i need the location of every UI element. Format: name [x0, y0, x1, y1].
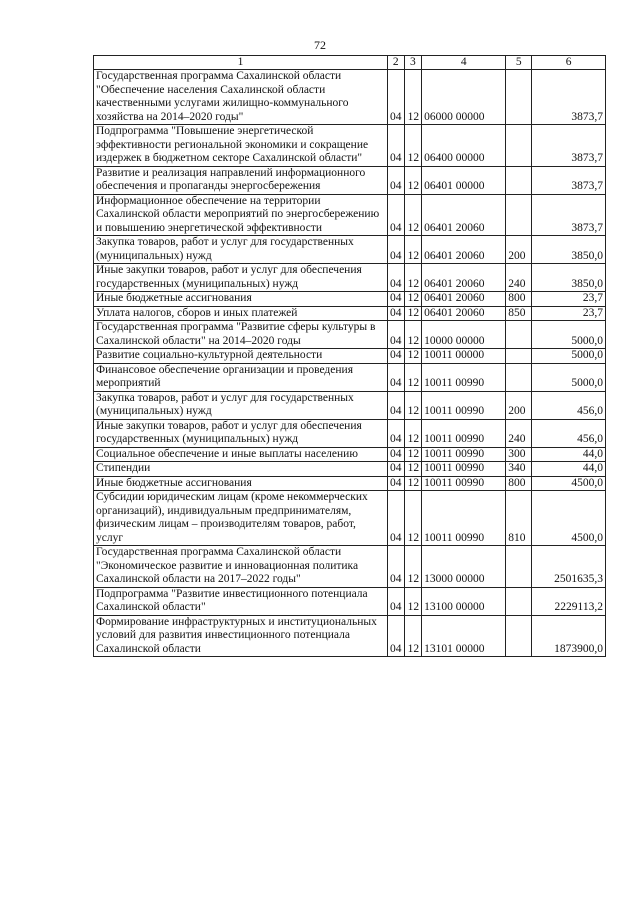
- row-amount-cell: 3850,0: [532, 236, 606, 264]
- row-section-cell: 04: [387, 391, 404, 419]
- table-row: [94, 70, 606, 125]
- table-row: [94, 462, 606, 477]
- header-col-6: 6: [532, 56, 606, 70]
- row-expense-type-cell: [506, 587, 532, 615]
- row-expense-type-cell: 300: [506, 447, 532, 462]
- row-amount-cell: 44,0: [532, 462, 606, 477]
- row-amount-cell: 3873,7: [532, 125, 606, 167]
- table-row: [94, 349, 606, 364]
- row-name-cell: Государственная программа "Развитие сферы культуры в Сахалинской области" на 2014–2020 годы: [94, 321, 388, 349]
- row-amount-cell: 5000,0: [532, 363, 606, 391]
- row-name-cell: Формирование инфраструктурных и институциональных условий для развития инвестиционного потенциала Сахалинской области: [94, 615, 388, 657]
- row-target-code-cell: 13101 00000: [422, 615, 506, 657]
- row-section-cell: 04: [387, 615, 404, 657]
- row-amount-cell: 3873,7: [532, 166, 606, 194]
- row-subsection-cell: 12: [404, 264, 422, 292]
- row-section-cell: 04: [387, 462, 404, 477]
- row-target-code-cell: 10011 00990: [422, 476, 506, 491]
- table-row: [94, 476, 606, 491]
- row-subsection-cell: 12: [404, 194, 422, 236]
- row-target-code-cell: 06401 00000: [422, 166, 506, 194]
- row-subsection-cell: 12: [404, 306, 422, 321]
- row-target-code-cell: 06401 20060: [422, 264, 506, 292]
- row-name-cell: Уплата налогов, сборов и иных платежей: [94, 306, 388, 321]
- row-amount-cell: 4500,0: [532, 491, 606, 546]
- row-expense-type-cell: [506, 363, 532, 391]
- row-section-cell: 04: [387, 292, 404, 307]
- row-subsection-cell: 12: [404, 292, 422, 307]
- row-name-cell: Информационное обеспечение на территории Сахалинской области мероприятий по энергосбережению и повышению энергетической эффективности: [94, 194, 388, 236]
- row-subsection-cell: 12: [404, 419, 422, 447]
- row-expense-type-cell: 800: [506, 476, 532, 491]
- row-name-cell: Субсидии юридическим лицам (кроме некоммерческих организаций), индивидуальным предпринимателям, физическим лицам – производителям товаров, работ, услуг: [94, 491, 388, 546]
- header-col-2: 2: [387, 56, 404, 70]
- table-row: [94, 491, 606, 546]
- row-section-cell: 04: [387, 349, 404, 364]
- row-expense-type-cell: 800: [506, 292, 532, 307]
- row-subsection-cell: 12: [404, 491, 422, 546]
- row-name-cell: Социальное обеспечение и иные выплаты населению: [94, 447, 388, 462]
- row-name-cell: Стипендии: [94, 462, 388, 477]
- row-target-code-cell: 10000 00000: [422, 321, 506, 349]
- row-section-cell: 04: [387, 546, 404, 588]
- row-section-cell: 04: [387, 476, 404, 491]
- row-amount-cell: 5000,0: [532, 321, 606, 349]
- table-row: [94, 419, 606, 447]
- row-target-code-cell: 10011 00990: [422, 391, 506, 419]
- row-subsection-cell: 12: [404, 166, 422, 194]
- row-subsection-cell: 12: [404, 391, 422, 419]
- row-name-cell: Иные бюджетные ассигнования: [94, 476, 388, 491]
- row-expense-type-cell: [506, 166, 532, 194]
- row-expense-type-cell: 240: [506, 419, 532, 447]
- row-name-cell: Иные закупки товаров, работ и услуг для обеспечения государственных (муниципальных) нужд: [94, 419, 388, 447]
- row-name-cell: Иные бюджетные ассигнования: [94, 292, 388, 307]
- row-subsection-cell: 12: [404, 363, 422, 391]
- row-section-cell: 04: [387, 264, 404, 292]
- row-section-cell: 04: [387, 236, 404, 264]
- row-target-code-cell: 06401 20060: [422, 292, 506, 307]
- row-subsection-cell: 12: [404, 349, 422, 364]
- row-expense-type-cell: [506, 546, 532, 588]
- table-row: [94, 391, 606, 419]
- row-name-cell: Финансовое обеспечение организации и проведения мероприятий: [94, 363, 388, 391]
- row-section-cell: 04: [387, 447, 404, 462]
- row-section-cell: 04: [387, 70, 404, 125]
- row-expense-type-cell: 200: [506, 391, 532, 419]
- row-name-cell: Развитие и реализация направлений информационного обеспечения и пропаганды энергосбережения: [94, 166, 388, 194]
- header-col-1: 1: [94, 56, 388, 70]
- row-target-code-cell: 06400 00000: [422, 125, 506, 167]
- table-row: [94, 264, 606, 292]
- row-target-code-cell: 06401 20060: [422, 306, 506, 321]
- row-subsection-cell: 12: [404, 236, 422, 264]
- header-col-4: 4: [422, 56, 506, 70]
- row-subsection-cell: 12: [404, 462, 422, 477]
- row-name-cell: Государственная программа Сахалинской области "Экономическое развитие и инновационная политика Сахалинской области на 2017–2022 годы": [94, 546, 388, 588]
- table-row: [94, 166, 606, 194]
- table-row: [94, 306, 606, 321]
- header-col-3: 3: [404, 56, 422, 70]
- table-row: [94, 447, 606, 462]
- row-amount-cell: 5000,0: [532, 349, 606, 364]
- row-section-cell: 04: [387, 166, 404, 194]
- row-amount-cell: 44,0: [532, 447, 606, 462]
- row-name-cell: Государственная программа Сахалинской области "Обеспечение населения Сахалинской области качественными услугами жилищно-коммунального хозяйства на 2014–2020 годы": [94, 70, 388, 125]
- row-section-cell: 04: [387, 125, 404, 167]
- row-target-code-cell: 10011 00990: [422, 447, 506, 462]
- table-row: [94, 363, 606, 391]
- row-subsection-cell: 12: [404, 615, 422, 657]
- row-name-cell: Иные закупки товаров, работ и услуг для обеспечения государственных (муниципальных) нужд: [94, 264, 388, 292]
- row-target-code-cell: 13100 00000: [422, 587, 506, 615]
- row-section-cell: 04: [387, 194, 404, 236]
- row-expense-type-cell: 240: [506, 264, 532, 292]
- row-subsection-cell: 12: [404, 476, 422, 491]
- row-section-cell: 04: [387, 491, 404, 546]
- row-expense-type-cell: [506, 321, 532, 349]
- row-amount-cell: 456,0: [532, 419, 606, 447]
- table-row: [94, 321, 606, 349]
- row-subsection-cell: 12: [404, 587, 422, 615]
- row-section-cell: 04: [387, 363, 404, 391]
- table-header-row: [94, 56, 606, 70]
- row-target-code-cell: 06401 20060: [422, 194, 506, 236]
- row-target-code-cell: 13000 00000: [422, 546, 506, 588]
- table-row: [94, 194, 606, 236]
- row-amount-cell: 4500,0: [532, 476, 606, 491]
- row-subsection-cell: 12: [404, 125, 422, 167]
- row-section-cell: 04: [387, 321, 404, 349]
- page-number: 72: [314, 38, 326, 52]
- row-target-code-cell: 10011 00990: [422, 419, 506, 447]
- header-col-5: 5: [506, 56, 532, 70]
- row-target-code-cell: 10011 00990: [422, 363, 506, 391]
- table-row: [94, 125, 606, 167]
- row-expense-type-cell: 810: [506, 491, 532, 546]
- row-target-code-cell: 10011 00000: [422, 349, 506, 364]
- row-name-cell: Подпрограмма "Повышение энергетической эффективности региональной экономики и сокращение издержек в бюджетном секторе Сахалинской области": [94, 125, 388, 167]
- row-section-cell: 04: [387, 306, 404, 321]
- row-target-code-cell: 10011 00990: [422, 491, 506, 546]
- row-section-cell: 04: [387, 419, 404, 447]
- row-expense-type-cell: [506, 125, 532, 167]
- row-target-code-cell: 10011 00990: [422, 462, 506, 477]
- row-expense-type-cell: [506, 615, 532, 657]
- row-amount-cell: 3873,7: [532, 194, 606, 236]
- row-expense-type-cell: [506, 70, 532, 125]
- row-expense-type-cell: [506, 349, 532, 364]
- row-target-code-cell: 06000 00000: [422, 70, 506, 125]
- row-subsection-cell: 12: [404, 447, 422, 462]
- row-amount-cell: 23,7: [532, 306, 606, 321]
- table-row: [94, 236, 606, 264]
- table-row: [94, 615, 606, 657]
- row-amount-cell: 1873900,0: [532, 615, 606, 657]
- row-name-cell: Развитие социально-культурной деятельности: [94, 349, 388, 364]
- row-subsection-cell: 12: [404, 70, 422, 125]
- budget-table: [93, 55, 606, 657]
- row-section-cell: 04: [387, 587, 404, 615]
- row-name-cell: Закупка товаров, работ и услуг для государственных (муниципальных) нужд: [94, 391, 388, 419]
- row-amount-cell: 456,0: [532, 391, 606, 419]
- row-expense-type-cell: 200: [506, 236, 532, 264]
- row-amount-cell: 3850,0: [532, 264, 606, 292]
- table-row: [94, 292, 606, 307]
- row-expense-type-cell: [506, 194, 532, 236]
- table-row: [94, 546, 606, 588]
- row-subsection-cell: 12: [404, 321, 422, 349]
- row-amount-cell: 23,7: [532, 292, 606, 307]
- table-row: [94, 587, 606, 615]
- row-amount-cell: 2501635,3: [532, 546, 606, 588]
- row-amount-cell: 3873,7: [532, 70, 606, 125]
- row-name-cell: Закупка товаров, работ и услуг для государственных (муниципальных) нужд: [94, 236, 388, 264]
- row-subsection-cell: 12: [404, 546, 422, 588]
- row-amount-cell: 2229113,2: [532, 587, 606, 615]
- row-name-cell: Подпрограмма "Развитие инвестиционного потенциала Сахалинской области": [94, 587, 388, 615]
- row-target-code-cell: 06401 20060: [422, 236, 506, 264]
- row-expense-type-cell: 340: [506, 462, 532, 477]
- row-expense-type-cell: 850: [506, 306, 532, 321]
